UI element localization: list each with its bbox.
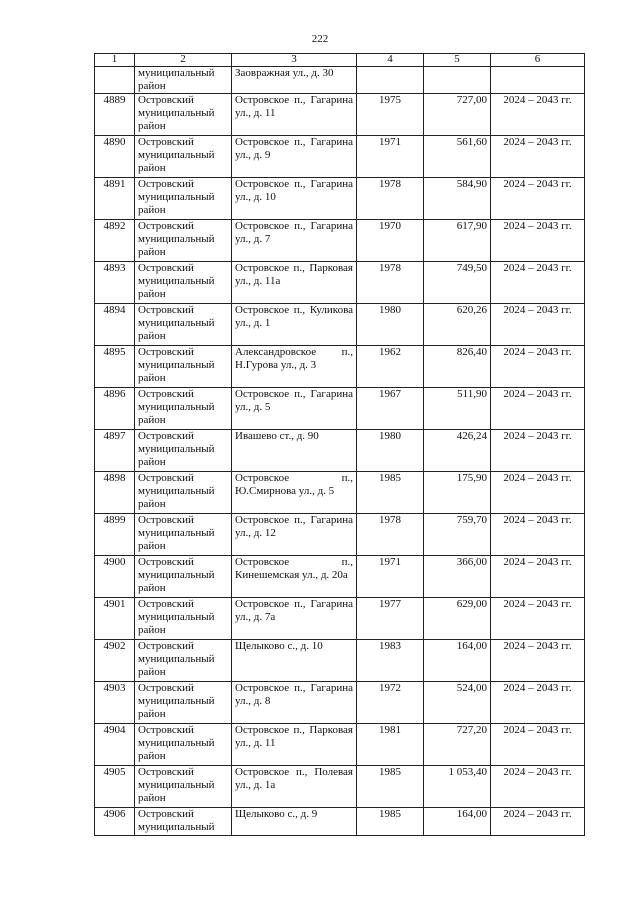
cell-year: 1972 (357, 682, 424, 724)
cell-district: Островский муниципальный район (135, 304, 232, 346)
column-header: 2 (135, 54, 232, 67)
cell-address: Заовражная ул., д. 30 (232, 67, 357, 94)
cell-area: 749,50 (424, 262, 491, 304)
table-row (95, 682, 585, 724)
cell-number: 4900 (95, 556, 135, 598)
cell-district: Островский муниципальный район (135, 724, 232, 766)
cell-number: 4904 (95, 724, 135, 766)
cell-area: 561,60 (424, 136, 491, 178)
cell-year: 1971 (357, 556, 424, 598)
cell-district: Островский муниципальный район (135, 514, 232, 556)
cell-area: 727,00 (424, 94, 491, 136)
cell-address: Островское п., Гагарина ул., д. 11 (232, 94, 357, 136)
cell-number: 4892 (95, 220, 135, 262)
cell-number: 4906 (95, 808, 135, 836)
cell-year: 1978 (357, 178, 424, 220)
cell-district: Островский муниципальный район (135, 262, 232, 304)
cell-year: 1980 (357, 304, 424, 346)
cell-address: Островское п., Парковая ул., д. 11 (232, 724, 357, 766)
cell-period: 2024 – 2043 гг. (491, 304, 585, 346)
cell-address: Ивашево ст., д. 90 (232, 430, 357, 472)
cell-year: 1985 (357, 472, 424, 514)
cell-number: 4898 (95, 472, 135, 514)
cell-year: 1967 (357, 388, 424, 430)
cell-year: 1985 (357, 766, 424, 808)
cell-number: 4894 (95, 304, 135, 346)
cell-district: Островский муниципальный район (135, 430, 232, 472)
table-row (95, 598, 585, 640)
cell-period: 2024 – 2043 гг. (491, 178, 585, 220)
cell-area: 584,90 (424, 178, 491, 220)
column-header: 1 (95, 54, 135, 67)
column-header: 4 (357, 54, 424, 67)
cell-number: 4902 (95, 640, 135, 682)
cell-number: 4903 (95, 682, 135, 724)
cell-district: Островский муниципальный район (135, 598, 232, 640)
cell-area: 826,40 (424, 346, 491, 388)
cell-number: 4897 (95, 430, 135, 472)
cell-address: Щелыково с., д. 9 (232, 808, 357, 836)
cell-year: 1978 (357, 514, 424, 556)
cell-address: Островское п., Полевая ул., д. 1а (232, 766, 357, 808)
table-row (95, 640, 585, 682)
table-row (95, 388, 585, 430)
cell-area (424, 67, 491, 94)
cell-number: 4889 (95, 94, 135, 136)
table-body (95, 67, 585, 836)
housing-registry-table (94, 53, 585, 836)
cell-period: 2024 – 2043 гг. (491, 598, 585, 640)
cell-district: Островский муниципальный район (135, 388, 232, 430)
cell-address: Островское п., Кинешемская ул., д. 20а (232, 556, 357, 598)
cell-number: 4895 (95, 346, 135, 388)
cell-year: 1980 (357, 430, 424, 472)
cell-district: Островский муниципальный район (135, 136, 232, 178)
cell-district: Островский муниципальный район (135, 220, 232, 262)
cell-district: Островский муниципальный район (135, 682, 232, 724)
cell-period: 2024 – 2043 гг. (491, 388, 585, 430)
cell-number: 4890 (95, 136, 135, 178)
cell-year: 1962 (357, 346, 424, 388)
cell-address: Островское п., Гагарина ул., д. 5 (232, 388, 357, 430)
column-header: 5 (424, 54, 491, 67)
cell-area: 511,90 (424, 388, 491, 430)
cell-period: 2024 – 2043 гг. (491, 640, 585, 682)
cell-area: 759,70 (424, 514, 491, 556)
table-row (95, 430, 585, 472)
cell-district: Островский муниципальный район (135, 94, 232, 136)
cell-number: 4905 (95, 766, 135, 808)
table-row (95, 304, 585, 346)
cell-year: 1978 (357, 262, 424, 304)
cell-number: 4891 (95, 178, 135, 220)
cell-period: 2024 – 2043 гг. (491, 94, 585, 136)
cell-period: 2024 – 2043 гг. (491, 472, 585, 514)
cell-period: 2024 – 2043 гг. (491, 808, 585, 836)
cell-address: Щелыково с., д. 10 (232, 640, 357, 682)
table-row (95, 136, 585, 178)
cell-period: 2024 – 2043 гг. (491, 136, 585, 178)
cell-area: 175,90 (424, 472, 491, 514)
table-row (95, 346, 585, 388)
cell-address: Островское п., Гагарина ул., д. 9 (232, 136, 357, 178)
cell-district: Островский муниципальный район (135, 178, 232, 220)
cell-year: 1975 (357, 94, 424, 136)
cell-address: Островское п., Ю.Смирнова ул., д. 5 (232, 472, 357, 514)
cell-year: 1981 (357, 724, 424, 766)
table-row (95, 766, 585, 808)
cell-address: Александровское п., Н.Гурова ул., д. 3 (232, 346, 357, 388)
cell-address: Островское п., Гагарина ул., д. 8 (232, 682, 357, 724)
cell-area: 164,00 (424, 640, 491, 682)
cell-district: Островский муниципальный район (135, 766, 232, 808)
cell-year: 1970 (357, 220, 424, 262)
cell-area: 1 053,40 (424, 766, 491, 808)
cell-period: 2024 – 2043 гг. (491, 766, 585, 808)
cell-period: 2024 – 2043 гг. (491, 556, 585, 598)
column-header: 3 (232, 54, 357, 67)
cell-address: Островское п., Куликова ул., д. 1 (232, 304, 357, 346)
cell-district: Островский муниципальный район (135, 640, 232, 682)
cell-address: Островское п., Гагарина ул., д. 7а (232, 598, 357, 640)
cell-district: Островский муниципальный (135, 808, 232, 836)
cell-period (491, 67, 585, 94)
cell-district: муниципальный район (135, 67, 232, 94)
column-number-row (95, 54, 585, 67)
cell-year: 1983 (357, 640, 424, 682)
cell-year: 1971 (357, 136, 424, 178)
table-row (95, 556, 585, 598)
cell-area: 617,90 (424, 220, 491, 262)
table-row (95, 262, 585, 304)
cell-address: Островское п., Гагарина ул., д. 7 (232, 220, 357, 262)
cell-area: 366,00 (424, 556, 491, 598)
cell-year (357, 67, 424, 94)
page-number: 222 (311, 33, 329, 45)
table-row (95, 514, 585, 556)
cell-period: 2024 – 2043 гг. (491, 514, 585, 556)
cell-number: 4896 (95, 388, 135, 430)
cell-address: Островское п., Гагарина ул., д. 10 (232, 178, 357, 220)
table-row (95, 94, 585, 136)
cell-year: 1985 (357, 808, 424, 836)
cell-period: 2024 – 2043 гг. (491, 430, 585, 472)
cell-area: 629,00 (424, 598, 491, 640)
table-row (95, 472, 585, 514)
cell-area: 727,20 (424, 724, 491, 766)
cell-area: 164,00 (424, 808, 491, 836)
table-row (95, 220, 585, 262)
table-row-continued (95, 67, 585, 94)
cell-area: 524,00 (424, 682, 491, 724)
table-header (95, 54, 585, 67)
cell-district: Островский муниципальный район (135, 556, 232, 598)
cell-number (95, 67, 135, 94)
cell-district: Островский муниципальный район (135, 472, 232, 514)
cell-area: 426,24 (424, 430, 491, 472)
cell-period: 2024 – 2043 гг. (491, 346, 585, 388)
cell-district: Островский муниципальный район (135, 346, 232, 388)
cell-area: 620,26 (424, 304, 491, 346)
column-header: 6 (491, 54, 585, 67)
cell-number: 4899 (95, 514, 135, 556)
table-row (95, 724, 585, 766)
cell-period: 2024 – 2043 гг. (491, 724, 585, 766)
cell-address: Островское п., Гагарина ул., д. 12 (232, 514, 357, 556)
cell-period: 2024 – 2043 гг. (491, 220, 585, 262)
cell-period: 2024 – 2043 гг. (491, 262, 585, 304)
cell-address: Островское п., Парковая ул., д. 11а (232, 262, 357, 304)
cell-period: 2024 – 2043 гг. (491, 682, 585, 724)
table-row (95, 808, 585, 836)
table-row (95, 178, 585, 220)
cell-year: 1977 (357, 598, 424, 640)
cell-number: 4893 (95, 262, 135, 304)
cell-number: 4901 (95, 598, 135, 640)
